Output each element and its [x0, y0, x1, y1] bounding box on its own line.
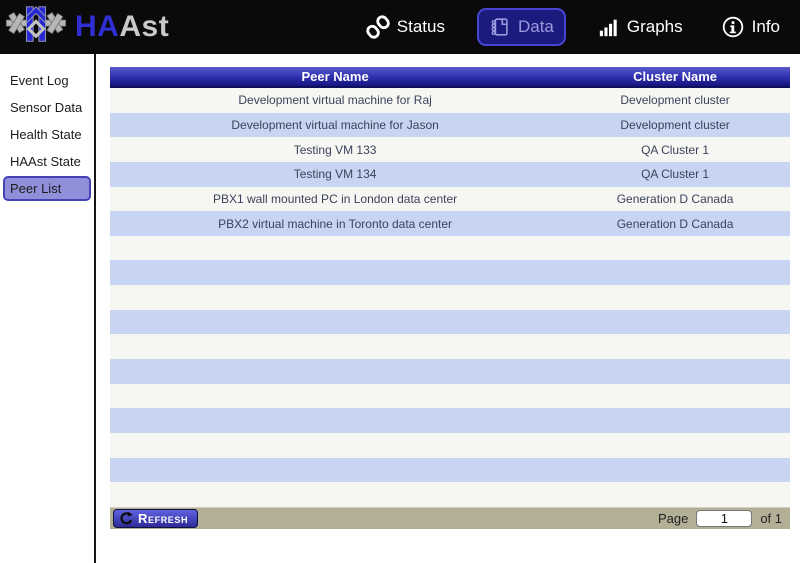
table-row[interactable] [110, 137, 790, 162]
table-row-empty [110, 433, 790, 458]
nav-data[interactable] [477, 8, 566, 46]
table-body [110, 88, 790, 507]
table-row[interactable] [110, 162, 790, 187]
nav-status[interactable] [360, 7, 451, 47]
table-row[interactable] [110, 113, 790, 138]
sidebar-item-haast-state[interactable]: HAAst State [10, 154, 81, 169]
bar-chart-icon [598, 16, 620, 38]
nav-info[interactable] [715, 7, 786, 47]
table-row-empty [110, 408, 790, 433]
peer-name-cell: PBX1 wall mounted PC in London data center [213, 191, 458, 206]
table-footer-bar [110, 507, 790, 529]
table-row-empty [110, 260, 790, 285]
refresh-button[interactable] [113, 509, 198, 528]
peer-name-cell: Testing VM 133 [293, 142, 377, 157]
nav-label: Graphs [626, 17, 683, 36]
peer-name-cell: Testing VM 134 [293, 167, 377, 182]
sidebar-item-event-log[interactable]: Event Log [10, 73, 69, 88]
table-row-empty [110, 359, 790, 384]
table-row[interactable] [110, 211, 790, 236]
refresh-label: Refresh [138, 510, 189, 526]
sidebar-item-sensor-data[interactable]: Sensor Data [10, 100, 83, 115]
sidebar-item-peer-list[interactable]: Peer List [3, 176, 91, 201]
app-title-primary: HA [75, 10, 120, 43]
nav-label: Info [751, 17, 780, 36]
nav-label: Status [396, 17, 445, 36]
app-logo [0, 3, 169, 52]
table-row-empty [110, 482, 790, 507]
table-row-empty [110, 236, 790, 261]
app-title-secondary: Ast [119, 10, 170, 43]
peer-name-cell: PBX2 virtual machine in Toronto data center [218, 216, 453, 231]
cluster-name-cell: QA Cluster 1 [641, 142, 710, 157]
table-row[interactable] [110, 187, 790, 212]
cluster-name-cell: Generation D Canada [616, 216, 734, 231]
top-nav-bar [0, 0, 800, 54]
info-icon [721, 15, 745, 39]
page-label: Page [657, 511, 689, 526]
cluster-name-cell: Development cluster [620, 117, 730, 132]
sidebar-item-health-state[interactable]: Health State [10, 127, 82, 142]
table-row[interactable] [110, 88, 790, 113]
peer-name-cell: Development virtual machine for Raj [238, 93, 432, 108]
pager [658, 510, 790, 527]
table-header-row [110, 67, 790, 88]
app-title [75, 10, 169, 44]
content-area [0, 54, 800, 563]
sidebar [0, 54, 96, 563]
nav-label: Data [517, 17, 554, 36]
peer-name-cell: Development virtual machine for Jason [231, 117, 439, 132]
table-row-empty [110, 285, 790, 310]
column-header-peer-name: Peer Name [301, 69, 369, 84]
table-row-empty [110, 458, 790, 483]
link-icon [366, 15, 390, 39]
nav-graphs[interactable] [592, 8, 689, 46]
refresh-icon [119, 511, 134, 526]
table-row-empty [110, 334, 790, 359]
peer-list-table [110, 67, 790, 507]
table-row-empty [110, 384, 790, 409]
main-panel [96, 54, 800, 563]
cluster-name-cell: Development cluster [620, 93, 730, 108]
page-number-input[interactable] [696, 510, 752, 527]
notebook-icon [489, 16, 511, 38]
cluster-name-cell: Generation D Canada [616, 191, 734, 206]
column-header-cluster-name: Cluster Name [633, 69, 717, 84]
cluster-name-cell: QA Cluster 1 [641, 167, 710, 182]
page-total-label: of 1 [760, 511, 782, 526]
haast-logo-icon [5, 3, 67, 52]
main-nav [360, 7, 800, 47]
table-row-empty [110, 310, 790, 335]
